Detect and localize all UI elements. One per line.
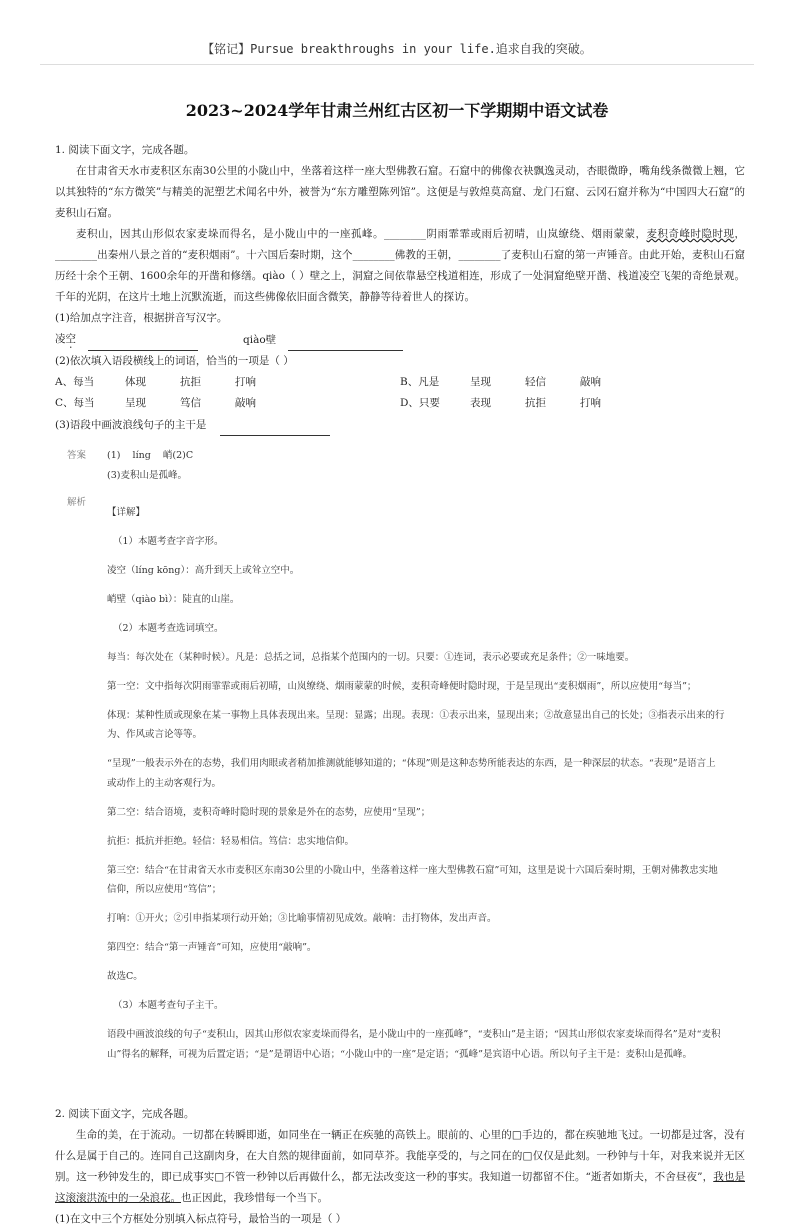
option-d-word3: 打响 xyxy=(580,397,601,409)
option-a-word1: 体现 xyxy=(125,376,146,388)
exp-line: 凌空（líng kōng）：高升到天上或耸立空中。 xyxy=(107,564,300,576)
option-b-word2: 轻信 xyxy=(525,376,546,388)
option-c-word3: 敲响 xyxy=(235,397,256,409)
content xyxy=(55,140,745,1230)
option-d-word1: 表现 xyxy=(470,397,491,409)
option-d[interactable] xyxy=(400,393,745,414)
q1-options-row-2 xyxy=(55,393,745,414)
option-a[interactable] xyxy=(55,372,400,393)
q1-intro: 1. 阅读下面文字，完成各题。 xyxy=(55,144,195,156)
q1-sub1-blank2[interactable] xyxy=(288,329,403,351)
option-c-word1: 呈现 xyxy=(125,397,146,409)
option-c-word2: 笃信 xyxy=(180,397,201,409)
exp-line: 抗拒：抵抗并拒绝。轻信：轻易相信。笃信：忠实地信仰。 xyxy=(107,835,355,847)
option-d-letter: D、只要 xyxy=(400,397,440,409)
q1-sub3-blank[interactable] xyxy=(220,414,330,436)
header-divider xyxy=(40,64,754,65)
q1-para2-a: 麦积山，因其山形似农家麦垛而得名，是小陇山中的一座孤峰。________阴雨霏霏或雨后初晴，山岚缭绕、烟雨蒙蒙， xyxy=(76,228,647,240)
q1-sub1-word1-dot: 空 xyxy=(65,333,76,345)
exp-line: （2）本题考查选词填空。 xyxy=(113,622,224,634)
answer-block xyxy=(55,446,745,485)
exp-line: 每当：每次处在（某种时候）。凡是：总括之词，总指某个范围内的一切。只要：①连词，表示必要或充足条件；②一味地要。 xyxy=(107,651,635,663)
q1-sub3: (3)语段中画波浪线句子的主干是 xyxy=(55,418,207,431)
q2-intro: 2. 阅读下面文字，完成各题。 xyxy=(55,1107,195,1120)
option-b[interactable] xyxy=(400,372,745,393)
q1-para2-wavy: 麦积奇峰时隐时现 xyxy=(646,228,735,240)
exp-line: 第二空：结合语境，麦积奇峰时隐时现的景象是外在的态势，应使用“呈现”； xyxy=(107,806,431,818)
exp-line: “呈现”一般表示外在的态势，我们用肉眼或者稍加推测就能够知道的；“体现”则是这种态势所能表达的东西，是一种深层的状态。“表现”是语言上或动作上的主动客观行为。 xyxy=(107,758,716,789)
option-b-word1: 呈现 xyxy=(470,376,491,388)
q2-para-underline: 我也是这滚滚洪流中的一朵浪花。 xyxy=(55,1170,746,1204)
answer-content xyxy=(107,446,193,485)
exp-line: （3）本题考查句子主干。 xyxy=(113,1000,224,1011)
q1-options-row-1 xyxy=(55,372,745,393)
q1-sub1-word1 xyxy=(55,329,76,351)
exp-line: 第一空：文中指每次阴雨霏霏或雨后初晴，山岚缭绕、烟雨蒙蒙的时候，麦积奇峰便时隐时现，于是呈现出“麦积烟雨”，所以应使用“每当”； xyxy=(107,680,697,692)
option-a-word2: 抗拒 xyxy=(180,376,201,388)
option-c[interactable] xyxy=(55,393,400,414)
exp-line: 体现：某种性质或现象在某一事物上具体表现出来。呈现：显露；出现。表现：①表示出来，显现出来；②故意显出自己的长处；③指表示出来的行为、作风或言论等等。 xyxy=(107,709,725,740)
page-title: 2023~2024学年甘肃兰州红古区初一下学期期中语文试卷 xyxy=(185,101,609,120)
q1-para2 xyxy=(55,224,745,308)
option-a-word3: 打响 xyxy=(235,376,256,388)
q2-para-b: 也正因此，我珍惜每一个当下。 xyxy=(181,1191,328,1204)
option-b-letter: B、凡是 xyxy=(400,376,440,388)
option-a-letter: A、每当 xyxy=(55,376,95,388)
q2-sub1: (1)在文中三个方框处分别填入标点符号，最恰当的一项是（ ） xyxy=(55,1212,347,1225)
header-motto: 【铭记】Pursue breakthroughs in your life.追求自我的突破。 xyxy=(202,42,592,56)
explanation-content xyxy=(107,493,725,1074)
exp-line: 打响：①开火；②引申指某项行动开始；③比喻事情初见成效。敲响：击打物体，发出声音。 xyxy=(107,913,497,924)
q1-sub1-row xyxy=(55,329,745,351)
option-d-word2: 抗拒 xyxy=(525,397,546,409)
exp-line: 第四空：结合“第一声锤音”可知，应使用“敲响”。 xyxy=(107,942,317,953)
explanation-block xyxy=(55,493,745,1074)
q1-sub1-blank1[interactable] xyxy=(88,329,198,351)
option-b-word3: 敲响 xyxy=(580,376,601,388)
q1-sub1-word1-pre: 凌 xyxy=(55,333,66,345)
exp-line: 峭壁（qiào bì）：陡直的山崖。 xyxy=(107,593,240,605)
q1-para2-b: ，________出秦州八景之首的“麦积烟雨”。十六国后秦时期，这个________佛教的王朝，________了麦积山石窟的第一声锤音。由此开始，麦积山石窟历经十余个王朝、1600余年的开凿和修缮。qiào（ ）壁之上，洞窟之间依靠悬空栈道相连，形成了一处洞窟绝壁开凿、栈道凌空飞架的奇绝景观。千年的光阴，在这片土地上沉默流逝，而这些佛像依旧面含微笑，静静等待着世人的探访。 xyxy=(55,228,745,303)
exp-line: 第三空：结合“在甘肃省天水市麦积区东南30公里的小陇山中，坐落着这样一座大型佛教石窟”可知，这里是说十六国后秦时期，王朝对佛教忠实地信仰，所以应使用“笃信”； xyxy=(107,864,718,895)
spacer xyxy=(55,1074,745,1104)
answer-label: 答案 xyxy=(67,450,87,461)
q1-answer xyxy=(55,446,745,1074)
q1-sub2: (2)依次填入语段横线上的词语，恰当的一项是（ ） xyxy=(55,355,294,367)
explanation-label: 解析 xyxy=(67,497,87,508)
q1-sub1-word2: qiào壁 xyxy=(243,333,277,346)
q2-para xyxy=(55,1125,745,1209)
exp-line: 语段中画波浪线的句子“麦积山，因其山形似农家麦垛而得名，是小陇山中的一座孤峰”，“麦积山”是主语；“因其山形似农家麦垛而得名”是对“麦积山”得名的解释，可视为后置定语；“是”是谓语中心语；“小陇山中的一座”是定语；“孤峰”是宾语中心语。所以句子主干是：麦积山是孤峰。 xyxy=(107,1029,721,1060)
answer-line-1: (1) líng 峭(2)C xyxy=(107,450,194,461)
q1-sub1: (1)给加点字注音，根据拼音写汉字。 xyxy=(55,312,228,324)
q2-para-a: 生命的美，在于流动。一切都在转瞬即逝，如同坐在一辆正在疾驰的高铁上。眼前的、心里的□手边的，都在疾驰地飞过。一切都是过客，没有什么是属于自己的。连同自己这副肉身，在大自然的规律面前，如同草芥。我能享受的，与之同在的□仅仅是此刻。一秒钟与十年，对我来说并无区别。这一秒钟发生的，即已成事实□不管一秒钟以后再做什么，都无法改变这一秒的事实。我知道一切都留不住。“逝者如斯夫，不舍昼夜”， xyxy=(55,1128,745,1183)
option-c-letter: C、每当 xyxy=(55,397,95,409)
exp-line: （1）本题考查字音字形。 xyxy=(113,535,224,547)
exp-line: 故选C。 xyxy=(107,971,143,982)
answer-line-2: (3)麦积山是孤峰。 xyxy=(107,469,187,481)
q1-sub3-row xyxy=(55,414,745,436)
q1-para1: 在甘肃省天水市麦积区东南30公里的小陇山中，坐落着这样一座大型佛教石窟。石窟中的佛像衣袂飘逸灵动，杏眼微睁，嘴角线条微微上翘，它以其独特的“东方微笑”与精美的泥塑艺术闻名中外，被誉为“东方雕塑陈列馆”。这便是与敦煌莫高窟、龙门石窟、云冈石窟并称为“中国四大石窟”的麦积山石窟。 xyxy=(55,165,745,219)
exp-line: 【详解】 xyxy=(107,506,146,518)
